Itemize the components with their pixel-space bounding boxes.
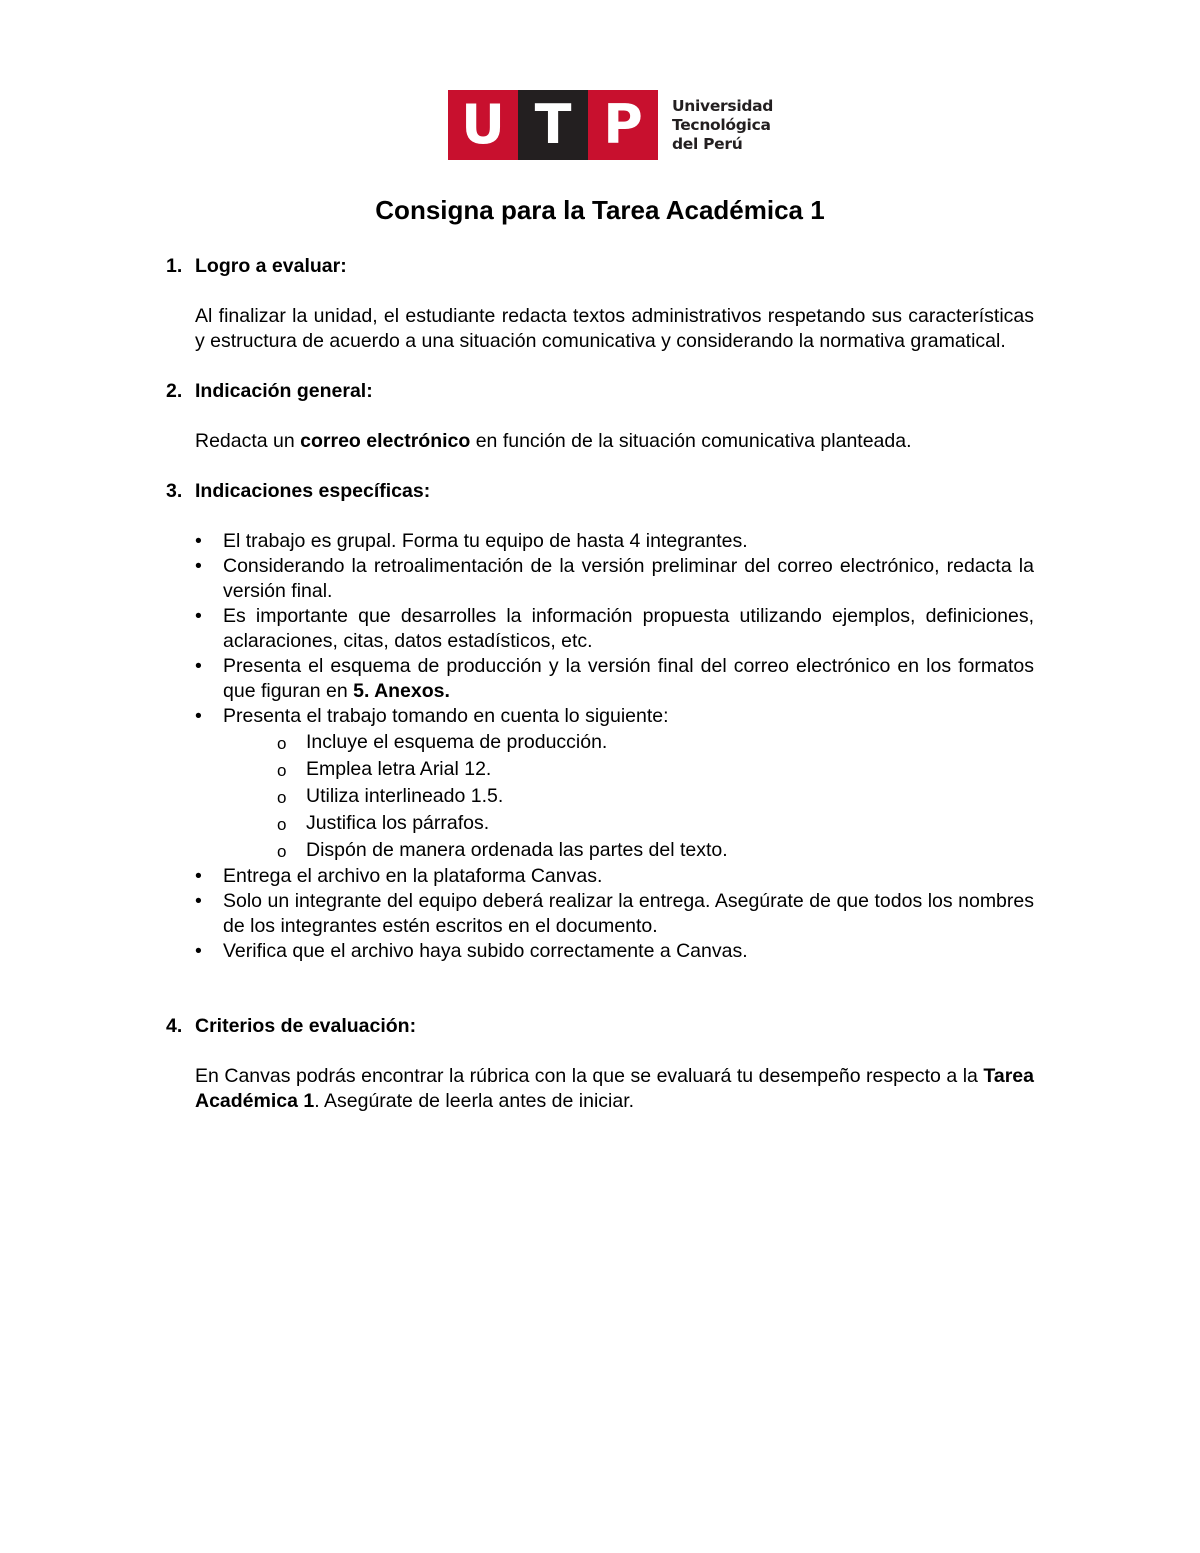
instructions-list-continued xyxy=(166,864,1034,964)
logo-line-3: del Perú xyxy=(672,134,743,153)
sub-list-item: o Incluye el esquema de producción. xyxy=(277,729,1034,756)
sub-list-item: o Justifica los párrafos. xyxy=(277,810,1034,837)
sub-list-item: o Utiliza interlineado 1.5. xyxy=(277,783,1034,810)
logo-line-1: Universidad xyxy=(672,96,774,115)
section-2-heading xyxy=(166,379,1034,404)
list-item: • Es importante que desarrolles la información propuesta utilizando ejemplos, definiciones, aclaraciones, citas, datos estadísticos, etc. xyxy=(195,604,1034,654)
section-1-paragraph: Al finalizar la unidad, el estudiante redacta textos administrativos respetando sus características y estructura de acuerdo a una situación comunicativa y considerando la normativa gramatical. xyxy=(195,305,1034,352)
document-title: Consigna para la Tarea Académica 1 xyxy=(375,195,825,225)
section-2-paragraph: Redacta un correo electrónico en función de la situación comunicativa planteada. xyxy=(195,430,912,452)
list-item: • Entrega el archivo en la plataforma Canvas. xyxy=(195,864,1034,889)
logo-letter-u: U xyxy=(448,90,518,160)
section-4-heading xyxy=(166,1014,1034,1039)
utp-logo-mark xyxy=(448,90,658,160)
section-title: Indicación general: xyxy=(195,380,373,402)
section-1-heading xyxy=(166,254,1034,279)
section-number: 3. xyxy=(166,480,183,502)
instructions-list xyxy=(166,529,1034,729)
section-title: Indicaciones específicas: xyxy=(195,480,431,502)
bold-text: correo electrónico xyxy=(300,430,471,452)
list-item: • Presenta el esquema de producción y la versión final del correo electrónico en los formatos que figuran en 5. Anexos. xyxy=(195,654,1034,704)
utp-logo xyxy=(448,90,773,160)
list-item: • Presenta el trabajo tomando en cuenta lo siguiente: xyxy=(195,704,1034,729)
logo-line-2: Tecnológica xyxy=(672,115,771,134)
list-item: • Verifica que el archivo haya subido correctamente a Canvas. xyxy=(195,939,1034,964)
logo-letter-t: T xyxy=(518,90,588,160)
sub-list xyxy=(166,729,1034,864)
sub-list-item: o Dispón de manera ordenada las partes del texto. xyxy=(277,837,1034,864)
document-body xyxy=(166,254,1034,1114)
sub-list-item: o Emplea letra Arial 12. xyxy=(277,756,1034,783)
section-title: Criterios de evaluación: xyxy=(195,1015,417,1037)
list-item: • Considerando la retroalimentación de la versión preliminar del correo electrónico, redacta la versión final. xyxy=(195,554,1034,604)
list-item: • Solo un integrante del equipo deberá realizar la entrega. Asegúrate de que todos los nombres de los integrantes estén escritos en el documento. xyxy=(195,889,1034,939)
bold-text: Tarea Académica 1 xyxy=(195,1065,1034,1112)
bold-text: 5. Anexos. xyxy=(353,680,450,702)
section-number: 4. xyxy=(166,1015,183,1037)
section-4-paragraph: En Canvas podrás encontrar la rúbrica con la que se evaluará tu desempeño respecto a la Tarea Académica 1. Asegúrate de leerla antes de iniciar. xyxy=(195,1065,1034,1112)
section-number: 2. xyxy=(166,380,183,402)
logo-wordmark xyxy=(672,97,773,154)
logo-letter-p: P xyxy=(588,90,658,160)
section-number: 1. xyxy=(166,255,183,277)
list-item: • El trabajo es grupal. Forma tu equipo de hasta 4 integrantes. xyxy=(195,529,1034,554)
section-3-heading xyxy=(166,479,1034,504)
section-title: Logro a evaluar: xyxy=(195,255,347,277)
